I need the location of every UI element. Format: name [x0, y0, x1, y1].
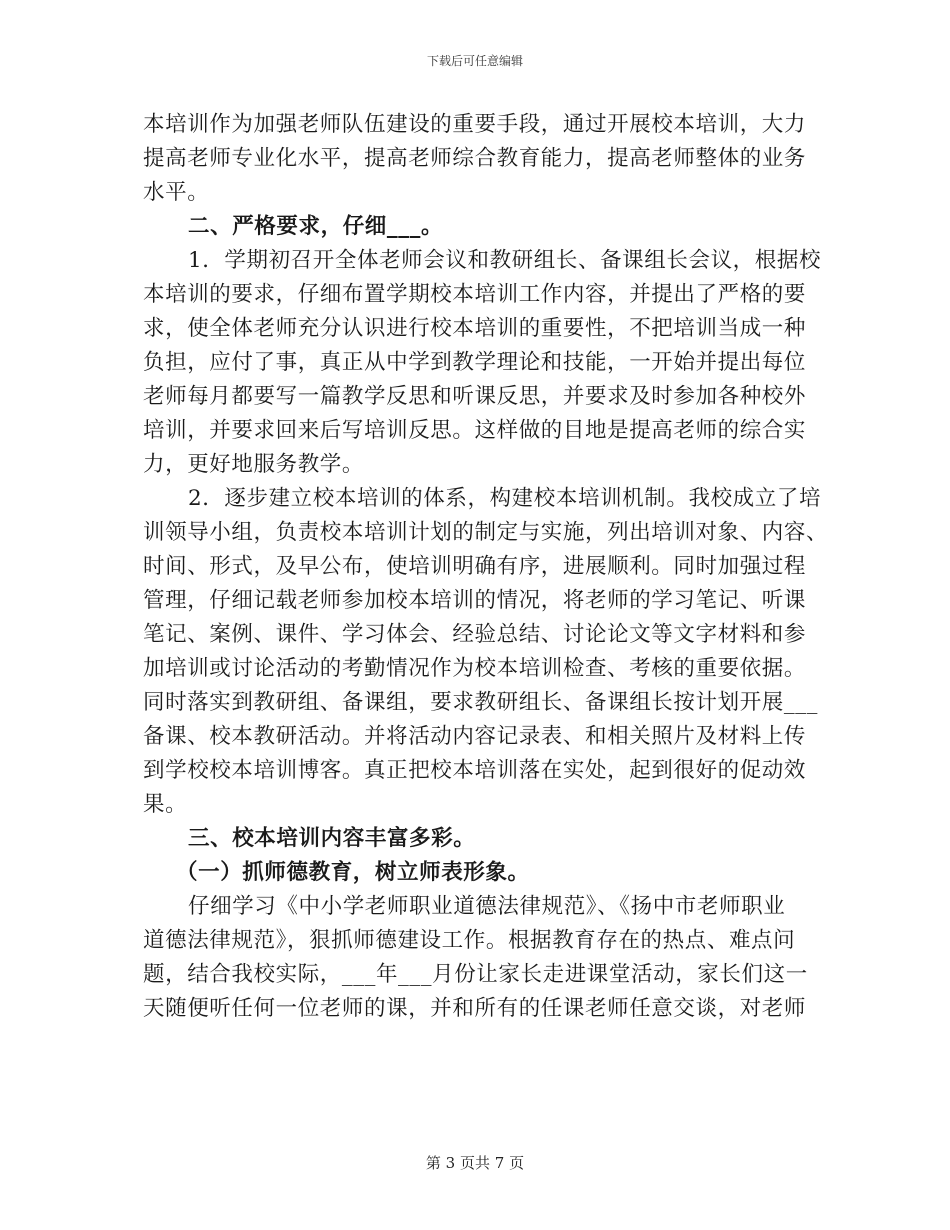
paragraph-line: 到学校校本培训博客。真正把校本培训落在实处，起到很好的促动效 — [143, 758, 807, 783]
paragraph-line: 水平。 — [143, 180, 210, 205]
paragraph-line: 道德法律规范》，狠抓师德建设工作。根据教育存在的热点、难点问 — [143, 928, 796, 953]
section-heading: 三、校本培训内容丰富多彩。 — [188, 826, 476, 851]
paragraph-line: 负担，应付了事，真正从中学到教学理论和技能，一开始并提出每位 — [143, 350, 807, 375]
paragraph-line: 题，结合我校实际，___年___月份让家长走进课堂活动，家长们这一 — [143, 962, 808, 987]
paragraph-line: 同时落实到教研组、备课组，要求教研组长、备课组长按计划开展___ — [143, 690, 818, 715]
paragraph-line: 加培训或讨论活动的考勤情况作为校本培训检查、考核的重要依据。 — [143, 656, 807, 681]
paragraph-line: 时间、形式，及早公布，使培训明确有序，进展顺利。同时加强过程 — [143, 554, 807, 579]
paragraph-line: 本培训作为加强老师队伍建设的重要手段，通过开展校本培训，大力 — [143, 112, 807, 137]
paragraph-line: 提高老师专业化水平，提高老师综合教育能力，提高老师整体的业务 — [143, 146, 807, 171]
paragraph-line: 训领导小组，负责校本培训计划的制定与实施，列出培训对象、内容、 — [143, 520, 829, 545]
section-heading: （一）抓师德教育，树立师表形象。 — [176, 860, 530, 885]
paragraph-line: 培训，并要求回来后写培训反思。这样做的目地是提高老师的综合实 — [143, 418, 807, 443]
paragraph-line: 管理，仔细记载老师参加校本培训的情况，将老师的学习笔记、听课 — [143, 588, 807, 613]
document-body — [143, 108, 829, 1026]
page-header: 下载后可任意编辑 — [426, 54, 523, 68]
section-heading: 二、严格要求，仔细___。 — [188, 214, 444, 239]
paragraph-line: 仔细学习《中小学老师职业道德法律规范》、《扬中市老师职业 — [188, 894, 786, 919]
paragraph-line: 备课、校本教研活动。并将活动内容记录表、和相关照片及材料上传 — [143, 724, 807, 749]
paragraph-line: 1．学期初召开全体老师会议和教研组长、备课组长会议，根据校 — [188, 248, 822, 273]
page-footer: 第 3 页共 7 页 — [425, 1154, 525, 1172]
paragraph-line: 果。 — [143, 792, 188, 817]
paragraph-line: 老师每月都要写一篇教学反思和听课反思，并要求及时参加各种校外 — [143, 384, 807, 409]
paragraph-line: 求，使全体老师充分认识进行校本培训的重要性，不把培训当成一种 — [143, 316, 807, 341]
paragraph-line: 力，更好地服务教学。 — [143, 452, 365, 477]
paragraph-line: 笔记、案例、课件、学习体会、经验总结、讨论论文等文字材料和参 — [143, 622, 807, 647]
paragraph-line: 本培训的要求，仔细布置学期校本培训工作内容，并提出了严格的要 — [143, 282, 807, 307]
paragraph-line: 天随便听任何一位老师的课，并和所有的任课老师任意交谈，对老师 — [143, 996, 807, 1021]
paragraph-line: 2．逐步建立校本培训的体系，构建校本培训机制。我校成立了培 — [188, 486, 822, 511]
